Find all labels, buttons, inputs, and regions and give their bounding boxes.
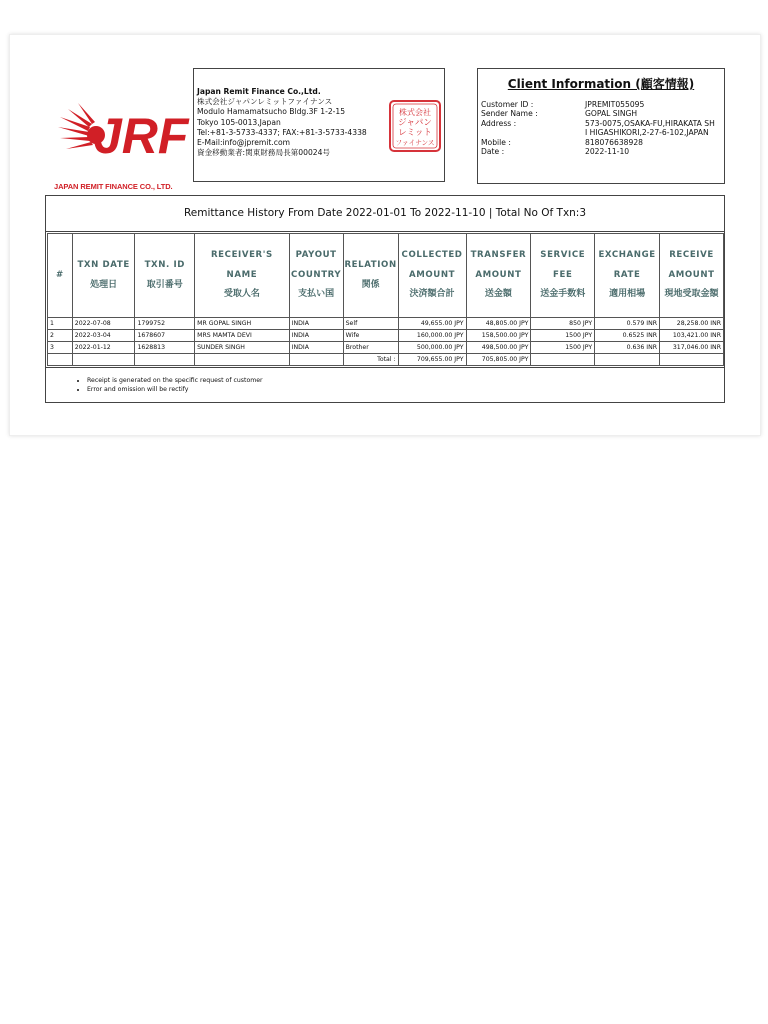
seal-line-1: 株式会社	[399, 108, 431, 117]
cell-transfer-amount: 158,500.00 JPY	[466, 330, 531, 342]
cell-empty	[195, 354, 290, 366]
col-header-txn-date: TXN DATE 処理日	[72, 234, 135, 318]
address-value: 573-0075,OSAKA-FU,HIRAKATA SHI HIGASHIKORI,2-27-6-102,JAPAN	[585, 118, 715, 138]
cell-empty	[72, 354, 135, 366]
col-header-receive-amount: RECEIVE AMOUNT 現地受取金額	[660, 234, 724, 318]
cell-payout-country: INDIA	[289, 330, 343, 342]
cell-txn-date: 2022-07-08	[72, 318, 135, 330]
company-address-line1: Modulo Hamamatsucho Bldg.3F 1-2-15	[197, 107, 346, 117]
col-header-payout-country: PAYOUT COUNTRY 支払い国	[289, 234, 343, 318]
field-label: Customer ID :	[481, 100, 534, 109]
remittance-table	[47, 233, 724, 366]
cell-index: 2	[48, 330, 73, 342]
cell-relation: Brother	[343, 342, 398, 354]
cell-empty	[660, 354, 724, 366]
cell-receiver-name: MRS MAMTA DEVI	[195, 330, 290, 342]
total-collected-amount: 709,655.00 JPY	[398, 354, 466, 366]
seal-line-3: レミット	[398, 128, 432, 138]
cell-service-fee: 1500 JPY	[531, 342, 595, 354]
client-row-customer-id	[479, 100, 717, 109]
col-header-collected-amount: COLLECTED AMOUNT 決済額合計	[398, 234, 466, 318]
cell-payout-country: INDIA	[289, 342, 343, 354]
cell-txn-date: 2022-03-04	[72, 330, 135, 342]
field-label: Address :	[481, 118, 517, 128]
client-info-title: Client Information (顧客情報)	[507, 77, 695, 91]
note-item: • Error and omission will be rectify	[87, 386, 724, 395]
receipt-notes	[46, 367, 724, 403]
remittance-history-title: Remittance History From Date 2022-01-01 To 2022-11-10 | Total No Of Txn:3	[46, 196, 724, 232]
sender-name-value: GOPAL SINGH	[585, 109, 638, 119]
note-item: • Receipt is generated on the specific request of customer	[87, 377, 724, 386]
cell-payout-country: INDIA	[289, 318, 343, 330]
company-seal-stamp	[388, 99, 442, 153]
cell-collected-amount: 500,000.00 JPY	[398, 342, 466, 354]
table-row	[48, 342, 724, 354]
client-row-sender-name	[479, 109, 717, 118]
company-name: Japan Remit Finance Co.,Ltd.	[197, 87, 321, 96]
total-label: Total :	[343, 354, 398, 366]
cell-empty	[289, 354, 343, 366]
col-header-txn-id: TXN. ID 取引番号	[135, 234, 195, 318]
cell-txn-id: 1799752	[135, 318, 195, 330]
seal-line-2: ジャパン	[398, 118, 432, 128]
jrf-logo-mark	[54, 93, 194, 163]
cell-receive-amount: 317,046.00 INR	[660, 342, 724, 354]
cell-service-fee: 850 JPY	[531, 318, 595, 330]
cell-empty	[48, 354, 73, 366]
cell-exchange-rate: 0.6525 INR	[595, 330, 660, 342]
cell-service-fee: 1500 JPY	[531, 330, 595, 342]
cell-collected-amount: 160,000.00 JPY	[398, 330, 466, 342]
cell-exchange-rate: 0.636 INR	[595, 342, 660, 354]
logo-subtitle: JAPAN REMIT FINANCE CO., LTD.	[54, 182, 173, 191]
cell-txn-date: 2022-01-12	[72, 342, 135, 354]
col-header-service-fee: SERVICE FEE 送金手数料	[531, 234, 595, 318]
cell-relation: Self	[343, 318, 398, 330]
total-transfer-amount: 705,805.00 JPY	[466, 354, 531, 366]
company-license: 資金移動業者:関東財務局長第00024号	[197, 148, 331, 158]
cell-relation: Wife	[343, 330, 398, 342]
receipt-sheet	[9, 34, 761, 436]
customer-id-value: JPREMIT055095	[585, 100, 645, 109]
cell-transfer-amount: 48,805.00 JPY	[466, 318, 531, 330]
logo-letters: JRF	[94, 108, 189, 163]
company-name-jp: 株式会社ジャパンレミットファイナンス	[197, 97, 333, 107]
cell-transfer-amount: 498,500.00 JPY	[466, 342, 531, 354]
cell-receive-amount: 103,421.00 INR	[660, 330, 724, 342]
cell-empty	[595, 354, 660, 366]
client-info-box	[477, 68, 725, 184]
notes-list	[87, 377, 724, 394]
cell-exchange-rate: 0.579 INR	[595, 318, 660, 330]
client-row-date	[479, 147, 717, 156]
company-phone-fax: Tel:+81-3-5733-4337; FAX:+81-3-5733-4338	[197, 127, 367, 137]
cell-empty	[135, 354, 195, 366]
col-header-index: #	[48, 234, 73, 318]
cell-txn-id: 1628813	[135, 342, 195, 354]
remittance-history-frame	[45, 195, 725, 403]
table-header-row	[48, 234, 724, 318]
cell-receiver-name: MR GOPAL SINGH	[195, 318, 290, 330]
col-header-relation: RELATION 関係	[343, 234, 398, 318]
col-header-transfer-amount: TRANSFER AMOUNT 送金額	[466, 234, 531, 318]
cell-receive-amount: 28,258.00 INR	[660, 318, 724, 330]
field-label: Sender Name :	[481, 109, 538, 119]
cell-index: 3	[48, 342, 73, 354]
seal-line-4: ファイナンス	[395, 139, 435, 147]
cell-empty	[531, 354, 595, 366]
cell-collected-amount: 49,655.00 JPY	[398, 318, 466, 330]
company-address-line2: Tokyo 105-0013,Japan	[197, 117, 281, 127]
col-header-receiver-name: RECEIVER'S NAME 受取人名	[195, 234, 290, 318]
table-row	[48, 318, 724, 330]
field-label: Mobile :	[481, 137, 511, 147]
field-label: Date :	[481, 147, 505, 157]
company-info-box	[193, 68, 445, 182]
jrf-logo	[54, 93, 200, 197]
client-info-table	[479, 100, 717, 156]
cell-txn-id: 1678607	[135, 330, 195, 342]
col-header-exchange-rate: EXCHANGE RATE 適用相場	[595, 234, 660, 318]
client-row-mobile	[479, 138, 717, 147]
cell-index: 1	[48, 318, 73, 330]
client-row-address	[479, 119, 717, 138]
company-email: E-Mail:info@jpremit.com	[197, 138, 291, 148]
table-total-row	[48, 354, 724, 366]
cell-receiver-name: SUNDER SINGH	[195, 342, 290, 354]
date-value: 2022-11-10	[585, 147, 630, 157]
mobile-value: 818076638928	[585, 137, 643, 147]
table-row	[48, 330, 724, 342]
